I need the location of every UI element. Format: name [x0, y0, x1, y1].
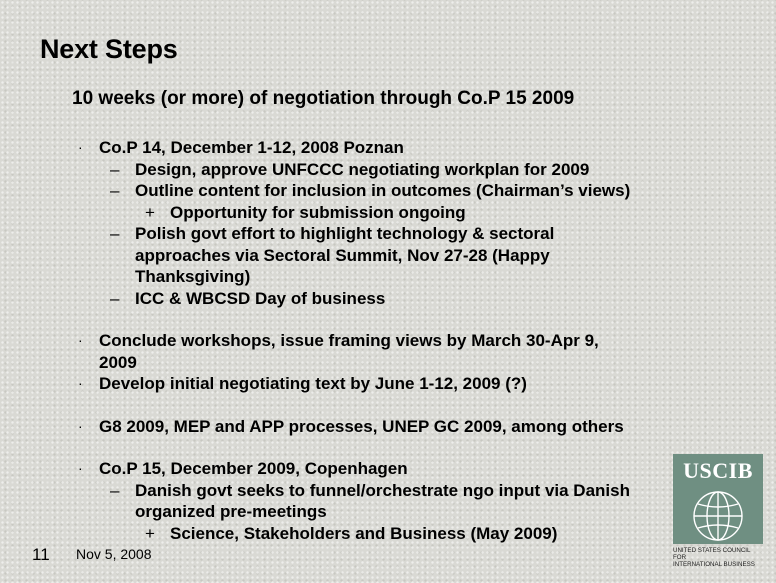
sub-bullet-item [78, 159, 738, 181]
sub-bullet-text-line: Polish govt effort to highlight technology & sectoral [135, 224, 555, 243]
bullet-item [78, 330, 738, 373]
dash-icon: – [110, 480, 120, 500]
bullet-item [78, 137, 738, 159]
sub-sub-bullet-item [78, 202, 738, 224]
bullet-dot-icon: · [78, 417, 83, 434]
bullet-text: G8 2009, MEP and APP processes, UNEP GC 2009, among others [99, 416, 624, 436]
sub-sub-bullet-text: Opportunity for submission ongoing [170, 202, 466, 222]
logo-caption [673, 547, 763, 568]
sub-bullet-text-line: approaches via Sectoral Summit, Nov 27-28 (Happy [135, 245, 550, 265]
logo-box [673, 454, 763, 544]
sub-bullet-text: ICC & WBCSD Day of business [135, 288, 386, 308]
footer-date: Nov 5, 2008 [76, 546, 152, 562]
dash-icon: – [110, 181, 120, 200]
bullet-dot-icon: · [78, 139, 83, 155]
sub-bullet-text: Outline content for inclusion in outcomes (Chairman’s views) [135, 181, 631, 200]
slide-body [78, 137, 738, 565]
bullet-group-workshops [78, 330, 738, 395]
dash-icon: – [110, 288, 120, 308]
sub-bullet-item [78, 288, 738, 310]
logo-caption-line: UNITED STATES COUNCIL FOR [673, 547, 751, 561]
plus-icon: + [145, 202, 155, 222]
bullet-group-cop15 [78, 458, 738, 544]
sub-bullet-text-line: Thanksgiving) [135, 267, 251, 286]
bullet-text: Co.P 15, December 2009, Copenhagen [99, 459, 408, 478]
slide-subtitle: 10 weeks (or more) of negotiation through Co.P 15 2009 [72, 88, 575, 109]
bullet-dot-icon: · [78, 375, 83, 391]
sub-bullet-text-line: organized pre-meetings [135, 502, 327, 521]
uscib-logo [673, 454, 763, 576]
sub-bullet-item [78, 223, 738, 288]
globe-icon [673, 454, 763, 544]
bullet-text-line: 2009 [99, 352, 137, 372]
bullet-item [78, 373, 738, 395]
logo-wordmark: USCIB [683, 458, 753, 483]
bullet-group-cop14 [78, 137, 738, 309]
sub-bullet-item [78, 480, 738, 523]
bullet-item [78, 458, 738, 480]
sub-sub-bullet-item [78, 523, 738, 545]
bullet-item [78, 416, 738, 438]
sub-bullet-text: Design, approve UNFCCC negotiating workplan for 2009 [135, 159, 590, 179]
slide-number: 11 [32, 545, 50, 564]
bullet-text: Develop initial negotiating text by June 1-12, 2009 (?) [99, 374, 527, 393]
dash-icon: – [110, 224, 120, 243]
dash-icon: – [110, 159, 120, 179]
sub-bullet-text-line: Danish govt seeks to funnel/orchestrate ngo input via Danish [135, 480, 630, 500]
bullet-text-line: Conclude workshops, issue framing views by March 30-Apr 9, [99, 331, 599, 350]
bullet-text: Co.P 14, December 1-12, 2008 Poznan [99, 138, 404, 157]
bullet-group-g8 [78, 416, 738, 438]
bullet-dot-icon: · [78, 332, 83, 348]
slide-title: Next Steps [40, 34, 178, 64]
sub-bullet-item [78, 180, 738, 202]
bullet-dot-icon: · [78, 460, 83, 476]
plus-icon: + [145, 523, 155, 543]
logo-caption-line: INTERNATIONAL BUSINESS [673, 561, 755, 568]
sub-sub-bullet-text: Science, Stakeholders and Business (May 2009) [170, 523, 558, 543]
